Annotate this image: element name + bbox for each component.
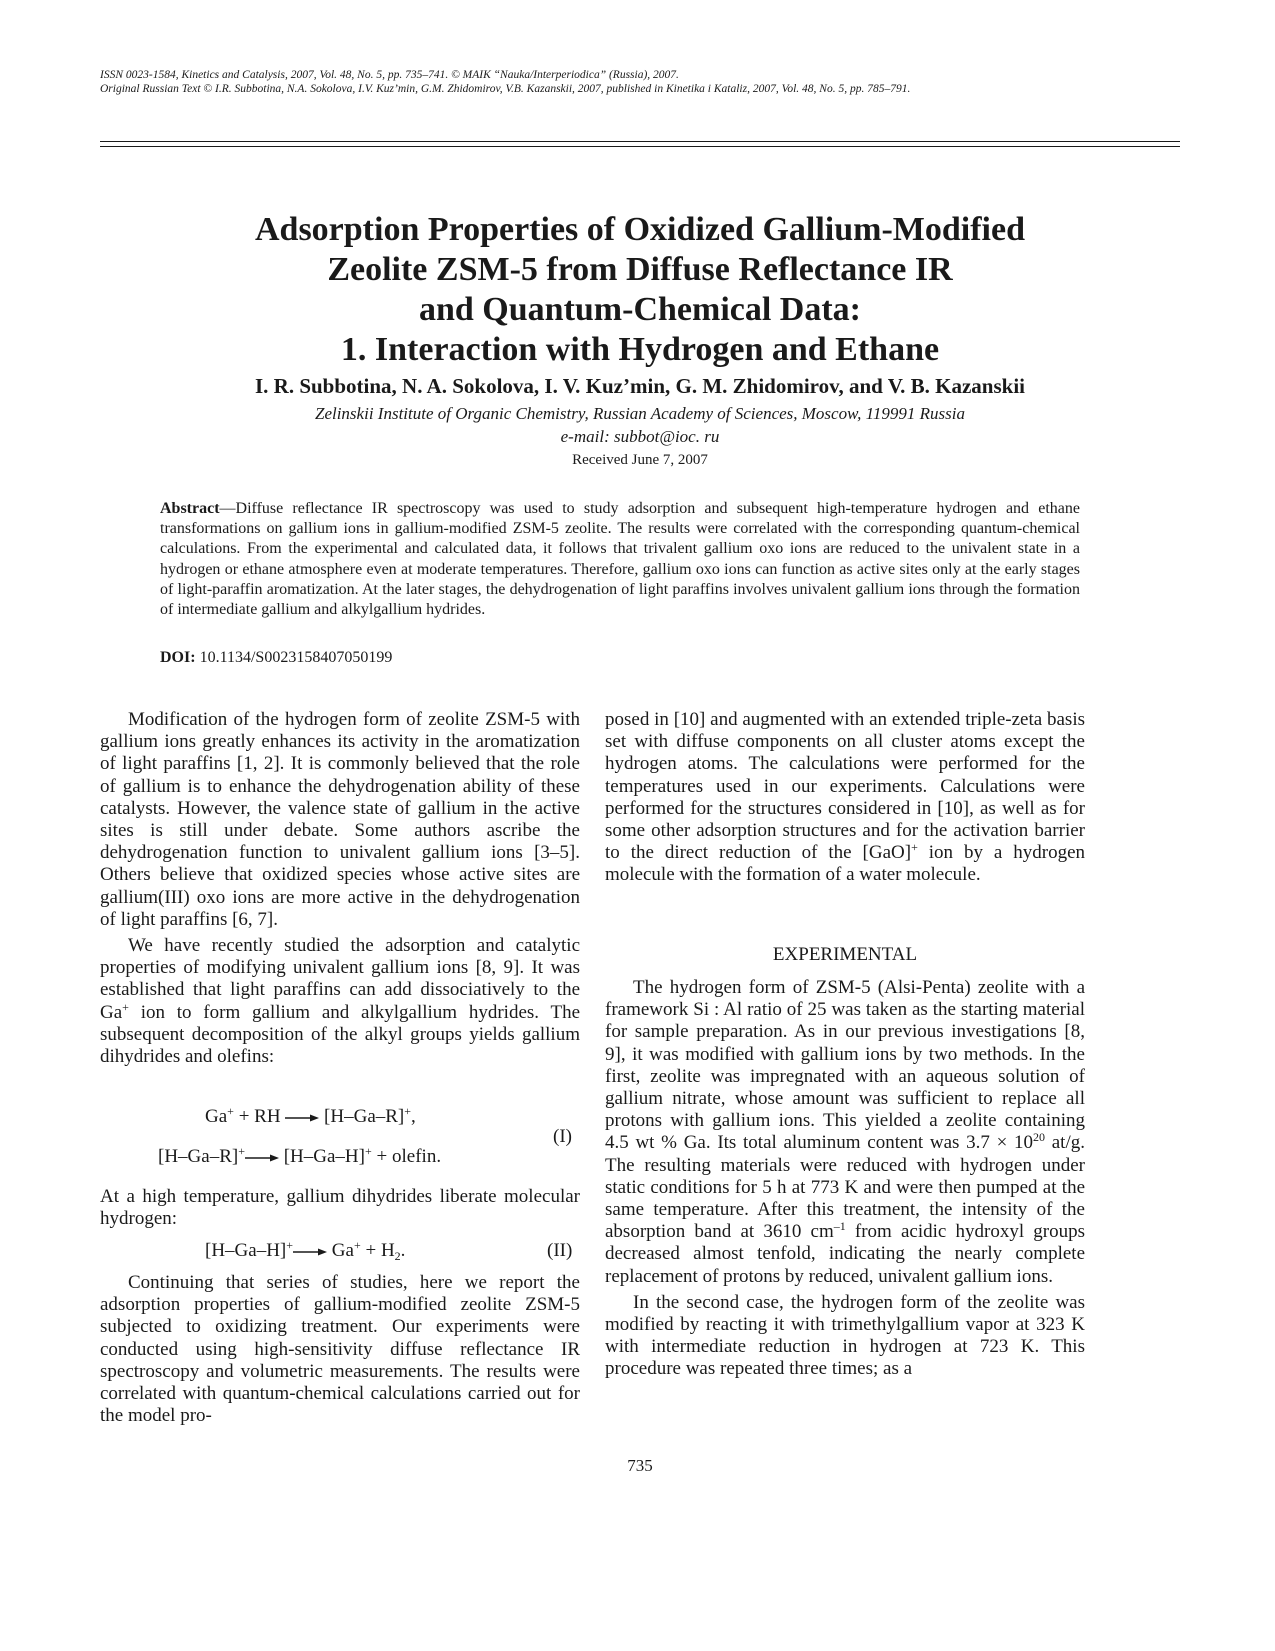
doi-value: 10.1134/S0023158407050199 xyxy=(199,649,393,666)
authors: I. R. Subbotina, N. A. Sokolova, I. V. Kuz’min, G. M. Zhidomirov, and V. B. Kazanskii xyxy=(254,374,1026,398)
journal-header-line2: Original Russian Text © I.R. Subbotina, N.A. Sokolova, I.V. Kuz’min, G.M. Zhidomirov, V.B. Kazanskii, 2007, published in Kinetika i Kataliz, 2007, Vol. 48, No. 5, pp. 785–791. xyxy=(100,83,911,95)
received-date: Received June 7, 2007 xyxy=(572,452,708,468)
header-rule-top xyxy=(100,141,1180,142)
title-line-1: Adsorption Properties of Oxidized Gallium-Modified xyxy=(254,211,1025,248)
left-column-bottom xyxy=(100,1272,580,1427)
continuing-paragraph: Continuing that series of studies, here we report the adsorption properties of gallium-modified zeolite ZSM-5 subjected to oxidizing treatment. Our experiments were conducted using high-sensitivity diffuse reflectance IR spectroscopy and volumetric measurements. The results were correlated with quantum-chemical calculations carried out for the model pro- xyxy=(100,1272,580,1427)
experimental-paragraph-2: In the second case, the hydrogen form of the zeolite was modified by reacting it with trimethylgallium vapor at 323 K with intermediate reduction in hydrogen at 723 K. This procedure was repeated three times; as a xyxy=(605,1291,1085,1380)
journal-header xyxy=(100,68,1180,96)
left-column-mid xyxy=(100,1186,580,1230)
doi xyxy=(160,648,392,668)
reaction-arrow-icon xyxy=(293,1247,327,1257)
abstract-text: —Diffuse reflectance IR spectroscopy was used to study adsorption and subsequent high-temperature hydrogen and ethane transformations on gallium ions in gallium-modified ZSM-5 zeolite. The results were correlated with the corresponding quantum-chemical calculations. From the experimental and calculated data, it follows that trivalent gallium oxo ions are reduced to the univalent state in a hydrogen or ethane atmosphere even at moderate temperatures. Therefore, gallium oxo ions can function as active sites only at the early stages of light-paraffin aromatization. At the later stages, the dehydrogenation of light paraffins involves univalent gallium ions through the formation of intermediate gallium and alkylgallium hydrides. xyxy=(160,500,1080,619)
equation-1-line-1: Ga+ + RH [H–Ga–R]+, xyxy=(205,1104,416,1127)
equation-2-number: (II) xyxy=(547,1240,573,1261)
title-line-2: Zeolite ZSM-5 from Diffuse Reflectance IR xyxy=(327,251,953,288)
email: e-mail: subbot@ioc. ru xyxy=(560,427,720,446)
intro-p2-sup: + xyxy=(122,999,129,1014)
equation-1-line-2: [H–Ga–R]+ [H–Ga–H]+ + olefin. xyxy=(158,1144,442,1167)
left-column-top xyxy=(100,709,580,1068)
equation-1-number: (I) xyxy=(553,1126,572,1147)
reaction-arrow-icon xyxy=(245,1153,279,1163)
doi-label: DOI: xyxy=(160,649,196,666)
abstract xyxy=(160,499,1080,620)
intro-p2-part-b: ion to form gallium and alkylgallium hydrides. The subsequent decomposition of the alkyl groups yields gallium dihydrides and olefins: xyxy=(100,1001,580,1068)
intro-paragraph-2 xyxy=(100,935,580,1068)
affiliation: Zelinskii Institute of Organic Chemistry, Russian Academy of Sciences, Moscow, 119991 Russia xyxy=(314,404,966,423)
intro-paragraph-1: Modification of the hydrogen form of zeolite ZSM-5 with gallium ions greatly enhances its activity in the aromatization of light paraffins [1, 2]. It is commonly believed that the role of gallium is to enhance the dehydrogenation ability of these catalysts. However, the valence state of gallium in the active sites is still under debate. Some authors ascribe the dehydrogenation function to univalent gallium ions [3–5]. Others believe that oxidized species whose active sites are gallium(III) oxo ions are more active in the dehydrogenation of light paraffins [6, 7]. xyxy=(100,709,580,930)
page-number: 735 xyxy=(627,1456,653,1475)
journal-header-line1: ISSN 0023-1584, Kinetics and Catalysis, 2007, Vol. 48, No. 5, pp. 735–741. © MAIK “Nauka/Interperiodica” (Russia), 2007. xyxy=(100,69,679,81)
paper-title xyxy=(100,210,1180,370)
section-heading-experimental: EXPERIMENTAL xyxy=(772,944,918,965)
equation-2: [H–Ga–H]+ $Ga^+ + H_2$. xyxy=(205,1238,406,1263)
experimental-paragraph-1: The hydrogen form of ZSM-5 (Alsi-Penta) zeolite with a framework Si : Al ratio of 25 was taken as the starting material for sample preparation. As in our previous investigations [8, 9], it was modified with gallium ions by two methods. In the first, zeolite was impregnated with an aqueous solution of gallium nitrate, whose amount was sufficient to replace all protons with gallium ions. This yielded a zeolite containing 4.5 wt % Ga. Its total aluminum content was $3.7 \times 10^{20}$ at/g. The resulting materials were reduced with hydrogen under static conditions for 5 h at 773 K and were then pumped at the same temperature. After this treatment, the intensity of the absorption band at 3610 $cm^{-1}$ from acidic hydroxyl groups decreased almost tenfold, indicating the nearly complete replacement of protons by reduced, univalent gallium ions. xyxy=(605,977,1085,1287)
title-line-4: 1. Interaction with Hydrogen and Ethane xyxy=(340,331,940,368)
title-line-3: and Quantum-Chemical Data: xyxy=(418,291,862,328)
right-column-top xyxy=(605,709,1085,887)
abstract-label: Abstract xyxy=(160,500,220,517)
right-column-bottom xyxy=(605,977,1085,1381)
hydrogen-liberation-paragraph: At a high temperature, gallium dihydrides liberate molecular hydrogen: xyxy=(100,1186,580,1230)
model-paragraph: posed in [10] and augmented with an extended triple-zeta basis set with diffuse components on all cluster atoms except the hydrogen atoms. The calculations were performed for the temperatures used in our experiments. Calculations were performed for the structures considered in [10], as well as for some other adsorption structures and for the activation barrier to the direct reduction of the [GaO]+ ion by a hydrogen molecule with the formation of a water molecule. xyxy=(605,709,1086,886)
header-rule-bottom xyxy=(100,146,1180,147)
intro-p2-part-a: We have recently studied the adsorption and catalytic properties of modifying univalent gallium ions [8, 9]. It was established that light paraffins can add dissociatively to the Ga xyxy=(100,935,580,1023)
reaction-arrow-icon xyxy=(285,1113,319,1123)
